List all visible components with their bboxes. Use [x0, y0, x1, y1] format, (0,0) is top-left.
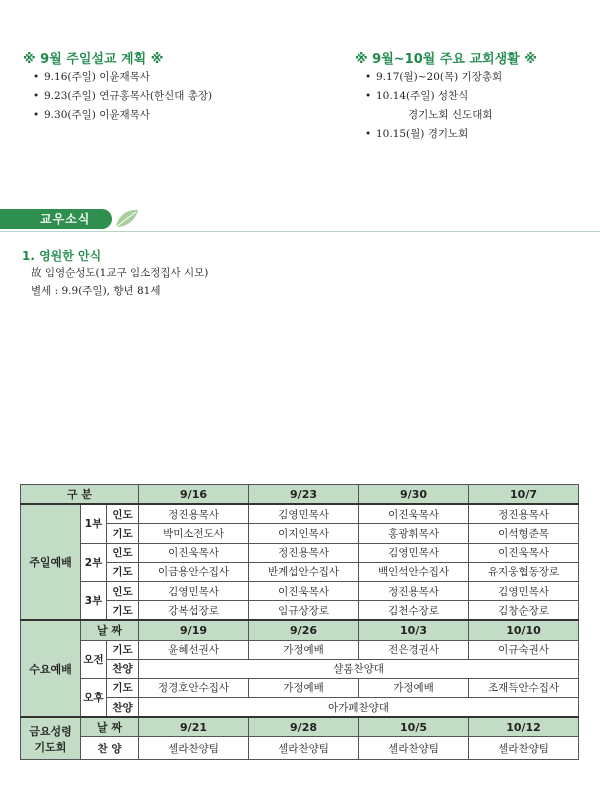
header-label: 구 분	[21, 485, 139, 505]
list-item	[365, 125, 502, 144]
obituary-title: 1. 영원한 안식	[22, 249, 102, 263]
table-header-row	[21, 485, 579, 505]
table-row	[21, 737, 579, 760]
church-life-list	[365, 68, 502, 144]
table-cell: 유지웅협동장로	[469, 562, 579, 581]
obituary-line-1: 故 임영순성도(1교구 임소정집사 시모)	[31, 267, 209, 279]
date-cell: 10/12	[469, 717, 579, 737]
role-label: 인도	[107, 581, 139, 600]
date-cell: 9/26	[249, 620, 359, 640]
date-cell: 9/28	[249, 717, 359, 737]
table-row	[21, 504, 579, 524]
table-cell: 이진욱목사	[139, 543, 249, 562]
table-cell: 정진용목사	[249, 543, 359, 562]
list-item	[365, 68, 502, 87]
news-divider	[0, 231, 600, 232]
table-cell: 셀라찬양팀	[249, 737, 359, 760]
table-cell: 이금용안수집사	[139, 562, 249, 581]
date-label: 날 짜	[81, 620, 139, 640]
service-name: 2부	[81, 543, 107, 581]
role-label: 인도	[107, 504, 139, 524]
table-cell: 김천수장로	[359, 601, 469, 621]
role-label: 기도	[107, 601, 139, 621]
date-label: 날 짜	[81, 717, 139, 737]
service-name: 오후	[81, 678, 107, 717]
table-cell: 이석형준목	[469, 524, 579, 543]
table-cell: 정진용목사	[469, 504, 579, 524]
role-label: 인도	[107, 543, 139, 562]
table-row	[21, 620, 579, 640]
role-label: 찬양	[107, 698, 139, 718]
header-date: 10/7	[469, 485, 579, 505]
role-label: 기도	[107, 640, 139, 659]
table-cell: 정진용목사	[359, 581, 469, 600]
service-name: 1부	[81, 504, 107, 543]
news-banner	[0, 207, 140, 231]
role-label: 기도	[107, 678, 139, 697]
date-cell: 9/21	[139, 717, 249, 737]
table-cell: 샬롬찬양대	[139, 659, 579, 678]
list-item-text: 9.17(월)~20(목) 기장총회	[376, 71, 503, 83]
table-row	[21, 543, 579, 562]
header-date: 9/16	[139, 485, 249, 505]
news-banner-label: 교우소식	[40, 212, 91, 226]
table-cell: 반계섭안수집사	[249, 562, 359, 581]
table-cell: 이진욱목사	[249, 581, 359, 600]
date-cell: 9/19	[139, 620, 249, 640]
role-label: 기도	[107, 562, 139, 581]
service-name: 3부	[81, 581, 107, 620]
table-cell: 가정예배	[359, 678, 469, 697]
table-cell: 정진용목사	[139, 504, 249, 524]
table-cell: 셀라찬양팀	[359, 737, 469, 760]
table-cell: 셀라찬양팀	[469, 737, 579, 760]
table-cell: 조재득안수집사	[469, 678, 579, 697]
table-cell: 김영민목사	[469, 581, 579, 600]
date-cell: 10/10	[469, 620, 579, 640]
friday-service-label	[21, 717, 81, 760]
table-row	[21, 678, 579, 697]
obituary-line-2: 별세 : 9.9(주일), 향년 81세	[31, 285, 161, 297]
table-row	[21, 581, 579, 600]
list-item	[365, 87, 502, 125]
table-cell: 가정예배	[249, 678, 359, 697]
table-cell: 이지인목사	[249, 524, 359, 543]
table-cell: 임규상장로	[249, 601, 359, 621]
table-cell: 김영민목사	[249, 504, 359, 524]
table-cell: 정경호안수집사	[139, 678, 249, 697]
table-cell: 김영민목사	[139, 581, 249, 600]
table-cell: 홍광휘목사	[359, 524, 469, 543]
table-cell: 백인석안수집사	[359, 562, 469, 581]
header-date: 9/30	[359, 485, 469, 505]
table-cell: 박미소전도사	[139, 524, 249, 543]
worship-schedule-table	[20, 484, 579, 760]
table-cell: 전은경권사	[359, 640, 469, 659]
list-item: • 9.16(주일) 이윤재목사	[33, 68, 212, 87]
list-item-text: 10.15(월) 경기노회	[376, 128, 469, 140]
friday-label-line2: 기도회	[34, 740, 67, 754]
table-cell: 윤혜선권사	[139, 640, 249, 659]
role-label: 찬 양	[81, 737, 139, 760]
table-row	[21, 717, 579, 737]
sunday-service-label: 주일예배	[21, 504, 81, 620]
role-label: 기도	[107, 524, 139, 543]
table-cell: 이진욱목사	[359, 504, 469, 524]
table-cell: 이규숙권사	[469, 640, 579, 659]
service-name: 오전	[81, 640, 107, 678]
church-life-title: ※ 9월~10월 주요 교회생활 ※	[355, 52, 537, 67]
table-cell: 가정예배	[249, 640, 359, 659]
list-item-sub: 경기노회 신도대회	[408, 109, 493, 121]
list-item-text: 10.14(주일) 성찬식	[376, 90, 469, 102]
table-cell: 김창순장로	[469, 601, 579, 621]
leaf-icon	[112, 207, 142, 231]
wednesday-service-label: 수요예배	[21, 620, 81, 717]
table-cell: 강복섭장로	[139, 601, 249, 621]
table-cell: 셀라찬양팀	[139, 737, 249, 760]
date-cell: 10/3	[359, 620, 469, 640]
sermon-plan-title: ※ 9월 주일설교 계획 ※	[23, 52, 164, 67]
header-date: 9/23	[249, 485, 359, 505]
sermon-plan-list	[33, 68, 212, 125]
list-item: • 9.30(주일) 이윤재목사	[33, 106, 212, 125]
table-cell: 이진욱목사	[469, 543, 579, 562]
list-item: • 9.23(주일) 연규홍목사(한신대 총장)	[33, 87, 212, 106]
table-row	[21, 640, 579, 659]
table-cell: 아가페찬양대	[139, 698, 579, 718]
date-cell: 10/5	[359, 717, 469, 737]
table-cell: 김영민목사	[359, 543, 469, 562]
friday-label-line1: 금요성령	[29, 724, 72, 738]
role-label: 찬양	[107, 659, 139, 678]
